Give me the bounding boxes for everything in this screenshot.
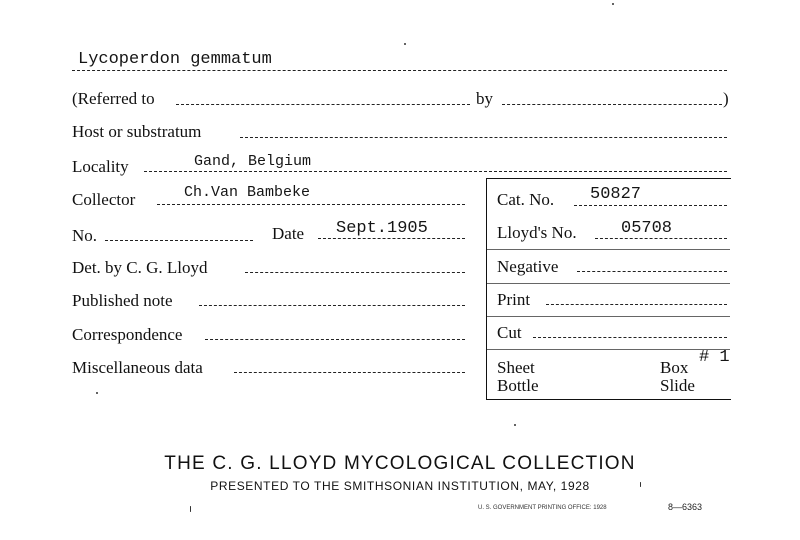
- locality-label: Locality: [72, 157, 129, 176]
- scan-speck: [96, 392, 98, 394]
- correspondence-label: Correspondence: [72, 325, 183, 344]
- box-divider-1: [487, 249, 730, 250]
- species-line: [72, 70, 727, 71]
- print-label: Print: [497, 290, 531, 309]
- published-line: [199, 305, 465, 306]
- species-name: Lycoperdon gemmatum: [78, 50, 272, 69]
- sheet-label: Sheet: [497, 358, 535, 377]
- box-divider-3: [487, 316, 730, 317]
- cut-line: [533, 337, 727, 338]
- scan-speck: [640, 482, 641, 487]
- by-line: [502, 104, 722, 105]
- no-label: No.: [72, 226, 98, 245]
- scan-speck: [404, 43, 406, 45]
- date-line: [318, 238, 465, 239]
- misc-label: Miscellaneous data: [72, 358, 203, 377]
- cat-no-label: Cat. No.: [497, 190, 555, 209]
- box-divider-4: [487, 349, 730, 350]
- lloyds-no-line: [595, 238, 727, 239]
- referred-to-label: (Referred to: [72, 89, 155, 108]
- host-label: Host or substratum: [72, 122, 202, 141]
- scan-speck: [190, 506, 191, 512]
- scan-speck: [514, 424, 516, 426]
- det-label: Det. by C. G. Lloyd: [72, 258, 208, 277]
- locality-value: Gand, Belgium: [194, 153, 312, 170]
- lloyds-no-value: 05708: [621, 219, 673, 238]
- collector-line: [157, 204, 465, 205]
- referred-to-line: [176, 104, 470, 105]
- box-number-value: # 1: [699, 348, 730, 367]
- cat-no-value: 50827: [590, 185, 642, 204]
- no-line: [105, 240, 253, 241]
- date-label: Date: [272, 224, 305, 243]
- negative-label: Negative: [497, 257, 559, 276]
- collector-label: Collector: [72, 190, 136, 209]
- collection-title: THE C. G. LLOYD MYCOLOGICAL COLLECTION: [164, 453, 636, 474]
- date-value: Sept.1905: [336, 219, 428, 238]
- scan-speck: [612, 3, 614, 5]
- published-label: Published note: [72, 291, 173, 310]
- host-line: [240, 137, 727, 138]
- det-line: [245, 272, 465, 273]
- slide-label: Slide: [660, 376, 695, 395]
- close-paren: ): [723, 89, 729, 108]
- cut-label: Cut: [497, 323, 522, 342]
- collector-value: Ch.Van Bambeke: [184, 184, 311, 201]
- locality-line: [144, 171, 727, 172]
- form-number: 8—6363: [668, 502, 703, 512]
- collection-subtitle: PRESENTED TO THE SMITHSONIAN INSTITUTION, MAY, 1928: [210, 479, 590, 493]
- cat-no-line: [574, 205, 727, 206]
- box-divider-2: [487, 283, 730, 284]
- print-line: [546, 304, 727, 305]
- correspondence-line: [205, 339, 465, 340]
- lloyds-no-label: Lloyd's No.: [497, 223, 577, 242]
- misc-line: [234, 372, 465, 373]
- box-label: Box: [660, 358, 689, 377]
- negative-line: [577, 271, 727, 272]
- by-label: by: [476, 89, 493, 108]
- printing-office-note: U. S. GOVERNMENT PRINTING OFFICE: 1928: [478, 505, 607, 511]
- bottle-label: Bottle: [497, 376, 539, 395]
